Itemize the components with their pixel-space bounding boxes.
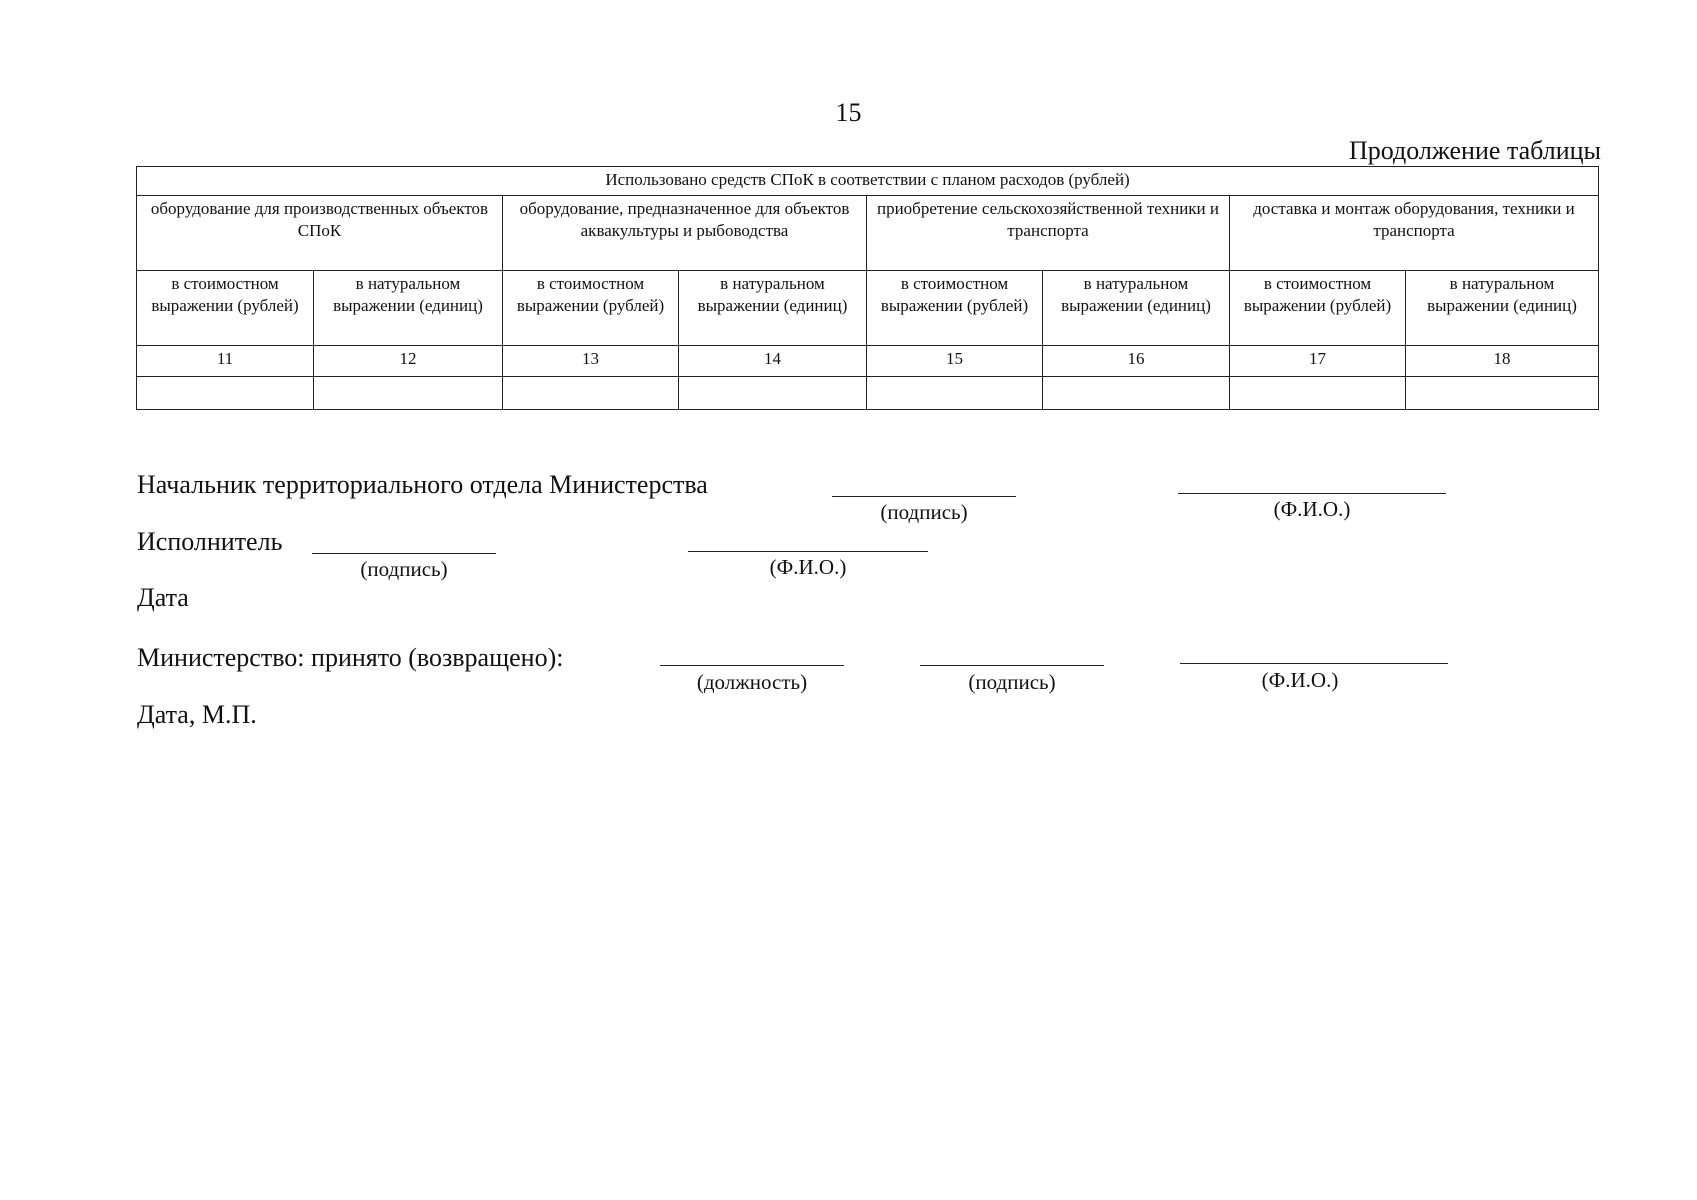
date-stamp-label: Дата, М.П. [137, 700, 257, 729]
empty-cell [1406, 377, 1599, 410]
table-header-row [137, 167, 1599, 196]
subheader-cell: в стоимостном выражении (рублей) [867, 271, 1043, 346]
subheader-cell: в натуральном выражении (единиц) [679, 271, 867, 346]
category-header-cell: доставка и монтаж оборудования, техники и транспорта [1230, 196, 1599, 271]
executor-name-line [688, 551, 928, 552]
empty-cell [137, 377, 314, 410]
column-number-cell: 18 [1406, 346, 1599, 377]
subheader-cell: в стоимостном выражении (рублей) [503, 271, 679, 346]
ministry-signature-line [920, 665, 1104, 666]
head-name-line [1178, 493, 1446, 494]
empty-cell [679, 377, 867, 410]
ministry-signature-caption: (подпись) [968, 670, 1056, 694]
subheader-cell: в натуральном выражении (единиц) [1406, 271, 1599, 346]
empty-cell [1043, 377, 1230, 410]
empty-data-row [137, 377, 1599, 410]
date-label: Дата [137, 583, 189, 612]
ministry-position-line [660, 665, 844, 666]
column-number-cell: 14 [679, 346, 867, 377]
subheader-cell: в стоимостном выражении (рублей) [137, 271, 314, 346]
category-header-cell: приобретение сельскохозяйственной техники и транспорта [867, 196, 1230, 271]
executor-signature-line [312, 553, 496, 554]
ministry-label: Министерство: принято (возвращено): [137, 643, 564, 672]
column-number-cell: 15 [867, 346, 1043, 377]
executor-name-caption: (Ф.И.О.) [769, 555, 847, 579]
category-header-row [137, 196, 1599, 271]
report-table [136, 166, 1599, 410]
subheader-cell: в натуральном выражении (единиц) [314, 271, 503, 346]
head-signature-line [832, 496, 1016, 497]
column-number-cell: 17 [1230, 346, 1406, 377]
head-label: Начальник территориального отдела Министерства [137, 470, 708, 499]
ministry-name-line [1180, 663, 1448, 664]
column-number-cell: 12 [314, 346, 503, 377]
executor-label: Исполнитель [137, 527, 283, 556]
head-name-caption: (Ф.И.О.) [1273, 497, 1351, 521]
empty-cell [867, 377, 1043, 410]
executor-signature-caption: (подпись) [360, 557, 448, 581]
column-number-cell: 16 [1043, 346, 1230, 377]
category-header-cell: оборудование, предназначенное для объектов аквакультуры и рыбоводства [503, 196, 867, 271]
subheader-cell: в стоимостном выражении (рублей) [1230, 271, 1406, 346]
continuation-label: Продолжение таблицы [1349, 136, 1601, 165]
ministry-name-caption: (Ф.И.О.) [1261, 668, 1339, 692]
subheader-row [137, 271, 1599, 346]
head-signature-caption: (подпись) [880, 500, 968, 524]
column-number-row [137, 346, 1599, 377]
empty-cell [503, 377, 679, 410]
category-header-cell: оборудование для производственных объектов СПоК [137, 196, 503, 271]
column-number-cell: 11 [137, 346, 314, 377]
empty-cell [1230, 377, 1406, 410]
column-number-cell: 13 [503, 346, 679, 377]
ministry-position-caption: (должность) [696, 670, 808, 694]
subheader-cell: в натуральном выражении (единиц) [1043, 271, 1230, 346]
empty-cell [314, 377, 503, 410]
page-number: 15 [835, 98, 862, 127]
main-header-cell: Использовано средств СПоК в соответствии с планом расходов (рублей) [137, 167, 1599, 196]
